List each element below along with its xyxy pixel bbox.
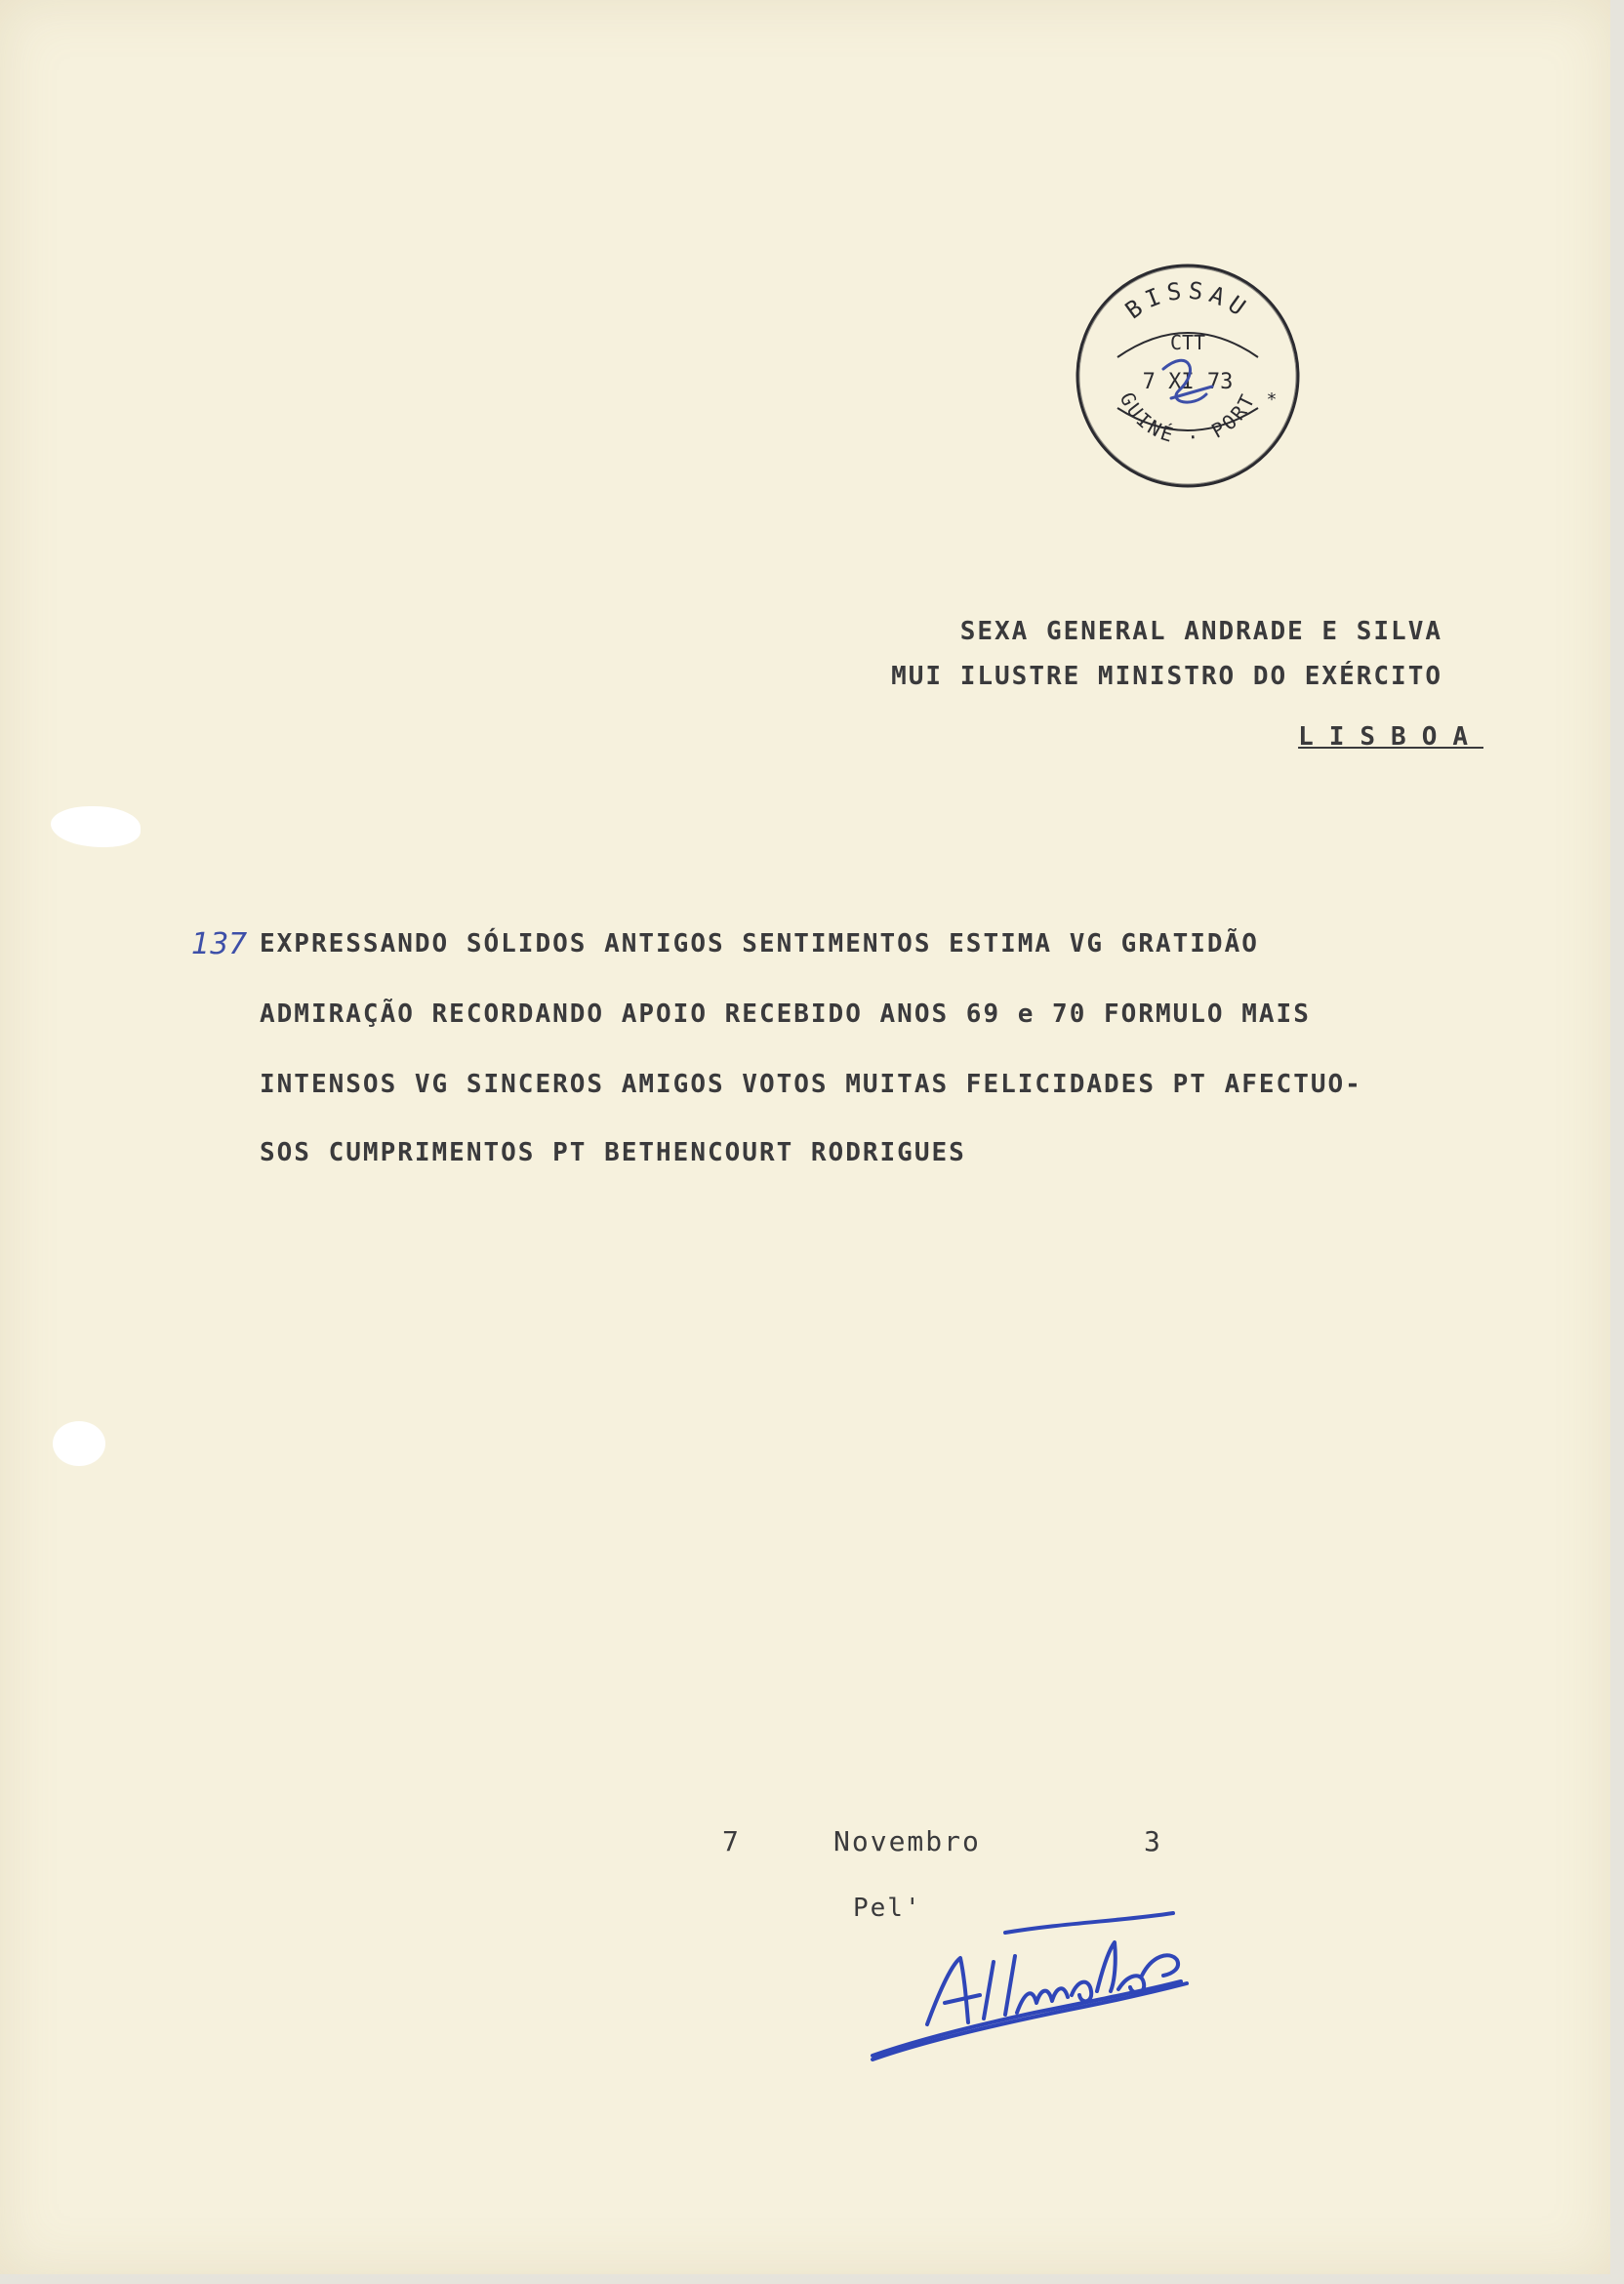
svg-text:BISSAU (1120, 277, 1255, 325)
scan-edge-bottom (0, 2274, 1624, 2284)
stamp-office: CTT (1169, 331, 1206, 354)
address-line-1: SEXA GENERAL ANDRADE E SILVA (959, 617, 1442, 646)
message-line: ADMIRAÇÃO RECORDANDO APOIO RECEBIDO ANOS 69 e 70 FORMULO MAIS (260, 999, 1311, 1029)
date-year: 3 (1144, 1825, 1162, 1857)
address-city: LISBOA (1298, 722, 1483, 752)
message-line: EXPRESSANDO SÓLIDOS ANTIGOS SENTIMENTOS ESTIMA VG GRATIDÃO (260, 929, 1259, 958)
stamp-date: 7 XI 73 (1142, 370, 1234, 394)
punch-hole-top (51, 806, 141, 847)
handwritten-signature (859, 1894, 1210, 2069)
message-line: INTENSOS VG SINCEROS AMIGOS VOTOS MUITAS FELICIDADES PT AFECTUO- (260, 1070, 1362, 1099)
date-day: 7 (722, 1825, 741, 1857)
handwritten-reference-number: 137 (191, 927, 248, 961)
message-line: SOS CUMPRIMENTOS PT BETHENCOURT RODRIGUES (260, 1138, 966, 1167)
svg-text:*: * (1267, 389, 1277, 410)
stamp-place: BISSAU (1119, 276, 1256, 325)
date-month: Novembro (833, 1825, 981, 1857)
punch-hole-bottom (53, 1421, 105, 1466)
stamp-country: GUINÉ · PORT (1115, 388, 1261, 450)
postmark-stamp (1074, 262, 1302, 490)
signature-prefix: Pel' (853, 1894, 922, 1923)
address-line-2: MUI ILUSTRE MINISTRO DO EXÉRCITO (891, 662, 1442, 691)
scan-edge-right (1610, 0, 1624, 2284)
